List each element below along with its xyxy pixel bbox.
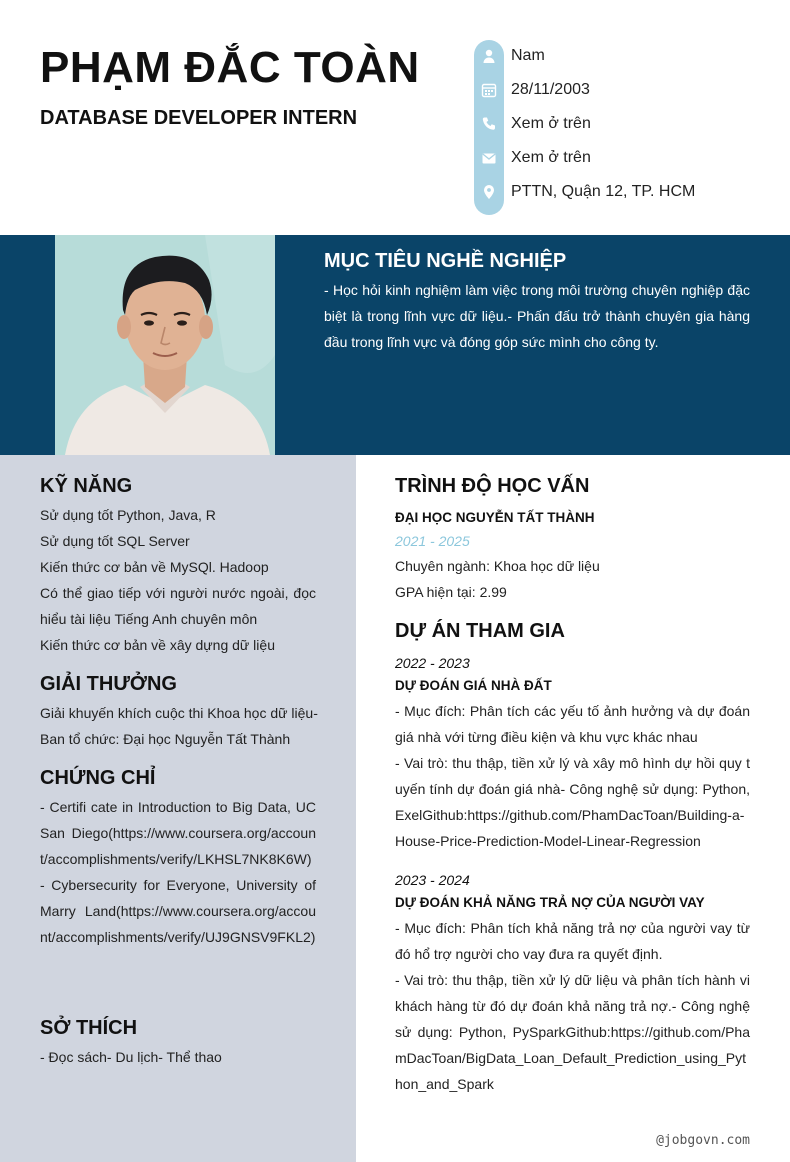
project-purpose: - Mục đích: Phân tích khả năng trả nợ của người vay từ đó hổ trợ người cho vay đưa ra quyết định.: [395, 920, 750, 962]
skill-item: Kiến thức cơ bản về xây dựng dữ liệu: [40, 637, 275, 653]
objective-text: - Học hỏi kinh nghiệm làm việc trong môi trường chuyên nghiệp đặc biệt là trong lĩnh vực dữ liệu.- Phấn đấu trở thành chuyên gia hàng đầu trong lĩnh vực và đóng góp sức mình cho công ty.: [324, 282, 750, 350]
candidate-name: PHẠM ĐẮC TOÀN: [40, 43, 420, 92]
education-gpa: GPA hiện tại: 2.99: [395, 584, 507, 600]
contact-email: [474, 146, 774, 170]
calendar-icon: [474, 78, 504, 102]
birthday-text: 28/11/2003: [511, 81, 590, 98]
project-name: DỰ ĐOÁN KHẢ NĂNG TRẢ NỢ CỦA NGƯỜI VAY: [395, 895, 705, 910]
school-name: ĐẠI HỌC NGUYỄN TẤT THÀNH: [395, 510, 595, 525]
certificates-title: CHỨNG CHỈ: [40, 767, 156, 789]
hobbies-title: SỞ THÍCH: [40, 1017, 138, 1039]
watermark: @jobgovn.com: [656, 1133, 750, 1148]
contact-birthday: [474, 78, 774, 102]
awards-text: Giải khuyến khích cuộc thi Khoa học dữ liệu- Ban tổ chức: Đại học Nguyễn Tất Thành: [40, 705, 318, 747]
project-period: 2022 - 2023: [395, 655, 470, 671]
contact-gender: [474, 44, 774, 68]
project-name: DỰ ĐOÁN GIÁ NHÀ ĐẤT: [395, 678, 552, 693]
skills-list: [40, 502, 316, 658]
project-period: 2023 - 2024: [395, 872, 470, 888]
contact-phone: [474, 112, 774, 136]
mail-icon: [474, 146, 504, 170]
skill-item: Có thể giao tiếp với người nước ngoài, đọc hiểu tài liệu Tiếng Anh chuyên môn: [40, 585, 316, 627]
project-purpose: - Mục đích: Phân tích các yếu tố ảnh hưởng và dự đoán giá nhà với từng điều kiện và khu vực khác nhau: [395, 703, 750, 745]
skill-item: Kiến thức cơ bản về MySQl. Hadoop: [40, 559, 269, 575]
education-period: 2021 - 2025: [395, 533, 470, 549]
certificates-text: - Certifi cate in Introduction to Big Data, UC San Diego(https://www.coursera.org/account/accomplishments/verify/LKHSL7NK8K6W)- Cybersecurity for Everyone, University of Marry Land(https://www.coursera.org/account/accomplishments/verify/UJ9GNSV9FKL2): [40, 799, 316, 945]
education-major: Chuyên ngành: Khoa học dữ liệu: [395, 558, 600, 574]
user-icon: [474, 44, 504, 68]
email-text: Xem ở trên: [511, 149, 591, 166]
gender-text: Nam: [511, 47, 545, 64]
phone-text: Xem ở trên: [511, 115, 591, 132]
phone-icon: [474, 112, 504, 136]
awards-title: GIẢI THƯỞNG: [40, 673, 177, 695]
location-icon: [474, 180, 504, 204]
education-title: TRÌNH ĐỘ HỌC VẤN: [395, 475, 590, 497]
skill-item: Sử dụng tốt Python, Java, R: [40, 507, 216, 523]
address-text: PTTN, Quận 12, TP. HCM: [511, 183, 696, 200]
objective-title: MỤC TIÊU NGHỀ NGHIỆP: [324, 250, 567, 272]
hobbies-text: - Đọc sách- Du lịch- Thể thao: [40, 1049, 222, 1065]
skills-title: KỸ NĂNG: [40, 475, 133, 497]
skill-item: Sử dụng tốt SQL Server: [40, 533, 190, 549]
projects-title: DỰ ÁN THAM GIA: [395, 620, 565, 642]
job-title: DATABASE DEVELOPER INTERN: [40, 107, 358, 129]
project-role: - Vai trò: thu thập, tiền xử lý và xây mô hình dự hồi quy tuyến tính dự đoán giá nhà- Công nghệ sử dụng: Python, ExelGithub:https://github.com/PhamDacToan/Building-a-House-Price-Prediction-Model-Linear-Regression: [395, 755, 750, 849]
contact-address: [474, 180, 774, 204]
project-role: - Vai trò: thu thập, tiền xử lý dữ liệu và phân tích hành vi khách hàng từ đó dự đoán khả năng trả nợ.- Công nghệ sử dụng: Python, PySparkGithub:https://github.com/PhamDacToan/BigData_Loan_Default_Prediction_using_Python_and_Spark: [395, 972, 750, 1092]
profile-photo: [55, 235, 275, 455]
